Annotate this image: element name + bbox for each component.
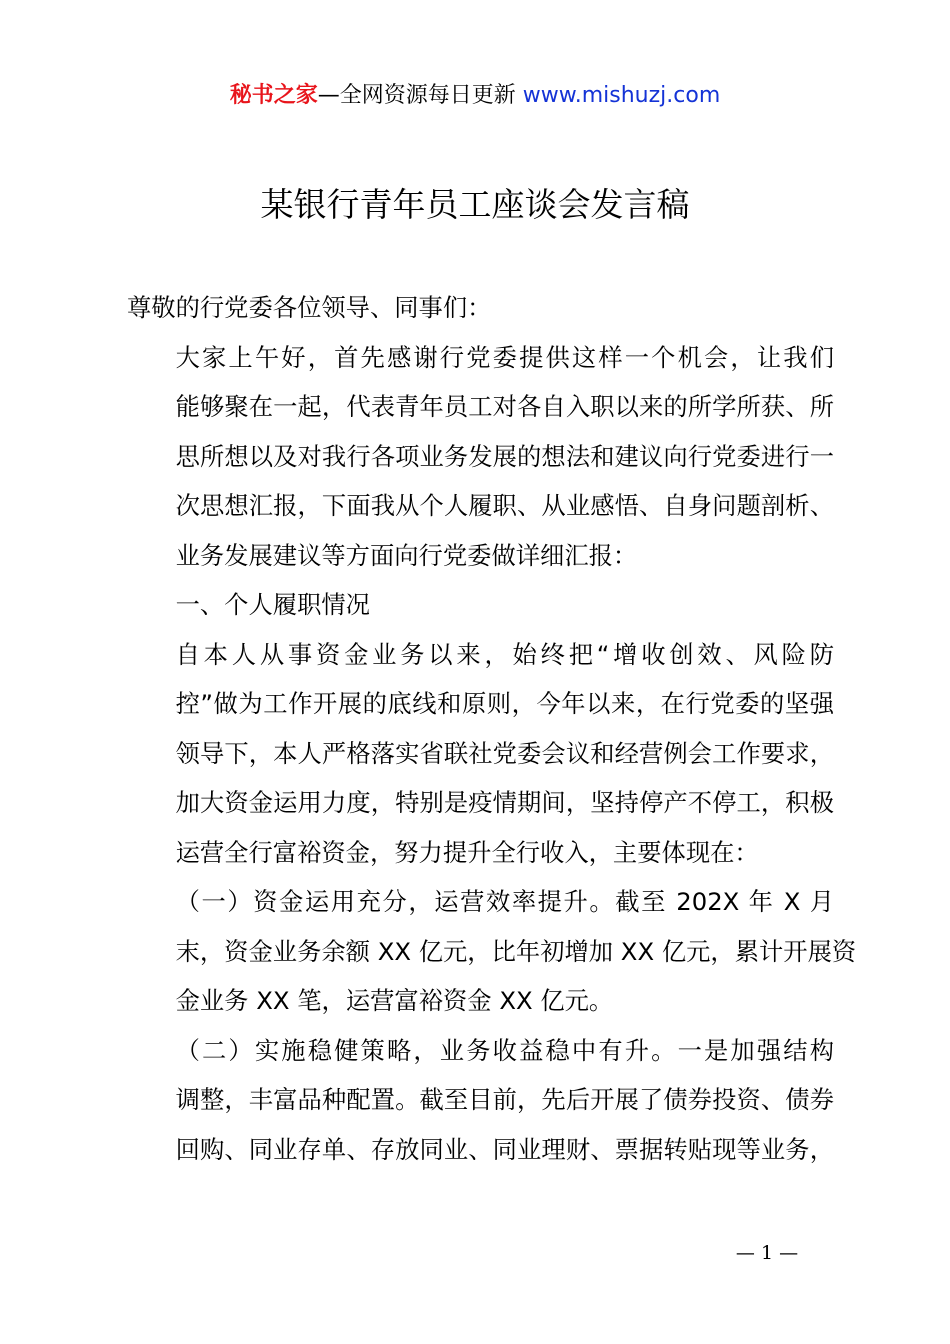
text-line: 能够聚在一起，代表青年员工对各自入职以来的所学所获、所	[175, 392, 834, 421]
site-tagline: —全网资源每日更新	[317, 83, 523, 108]
page-number: — 1 —	[735, 1242, 799, 1264]
text-line: （一）资金运用充分，运营效率提升。截至 202X 年 X 月	[175, 887, 834, 916]
text-line: 回购、同业存单、存放同业、同业理财、票据转贴现等业务，	[175, 1134, 834, 1164]
text-line: 大家上午好，首先感谢行党委提供这样一个机会，让我们	[175, 342, 834, 372]
document-title: 某银行青年员工座谈会发言稿	[260, 185, 690, 224]
text-line: 思所想以及对我行各项业务发展的想法和建议向行党委进行一	[175, 441, 834, 471]
text-line: 次思想汇报，下面我从个人履职、从业感悟、自身问题剖析、	[175, 491, 834, 520]
text-line: （二）实施稳健策略，业务收益稳中有升。一是加强结构	[175, 1035, 834, 1065]
text-line: 领导下，本人严格落实省联社党委会议和经营例会工作要求，	[175, 738, 834, 768]
text-line: 金业务 XX 笔，运营富裕资金 XX 亿元。	[175, 986, 614, 1015]
site-banner	[0, 80, 950, 112]
text-line: 尊敬的行党委各位领导、同事们：	[127, 293, 492, 322]
site-url[interactable]: www.mishuzj.com	[522, 83, 721, 108]
text-line: 运营全行富裕资金，努力提升全行收入，主要体现在：	[175, 837, 759, 867]
section-heading	[127, 580, 834, 630]
text-line: 加大资金运用力度，特别是疫情期间，坚持停产不停工，积极	[175, 788, 834, 817]
paragraph-strategy	[127, 1026, 834, 1175]
text-line: 自本人从事资金业务以来，始终把“增收创效、风险防	[175, 639, 834, 669]
paragraph-greeting	[127, 333, 834, 581]
text-line: 末，资金业务余额 XX 亿元，比年初增加 XX 亿元，累计开展资	[175, 936, 857, 966]
text-line: 控”做为工作开展的底线和原则，今年以来，在行党委的坚强	[175, 689, 834, 718]
paragraph-duties	[127, 630, 834, 878]
text-line: 一、个人履职情况	[175, 590, 370, 619]
text-line: 调整，丰富品种配置。截至目前，先后开展了债券投资、债券	[175, 1085, 834, 1114]
site-brand: 秘书之家	[229, 83, 318, 108]
document-body	[127, 283, 857, 1174]
paragraph-funds-usage	[127, 877, 857, 1026]
salutation	[127, 283, 834, 333]
text-line: 业务发展建议等方面向行党委做详细汇报：	[175, 540, 638, 570]
